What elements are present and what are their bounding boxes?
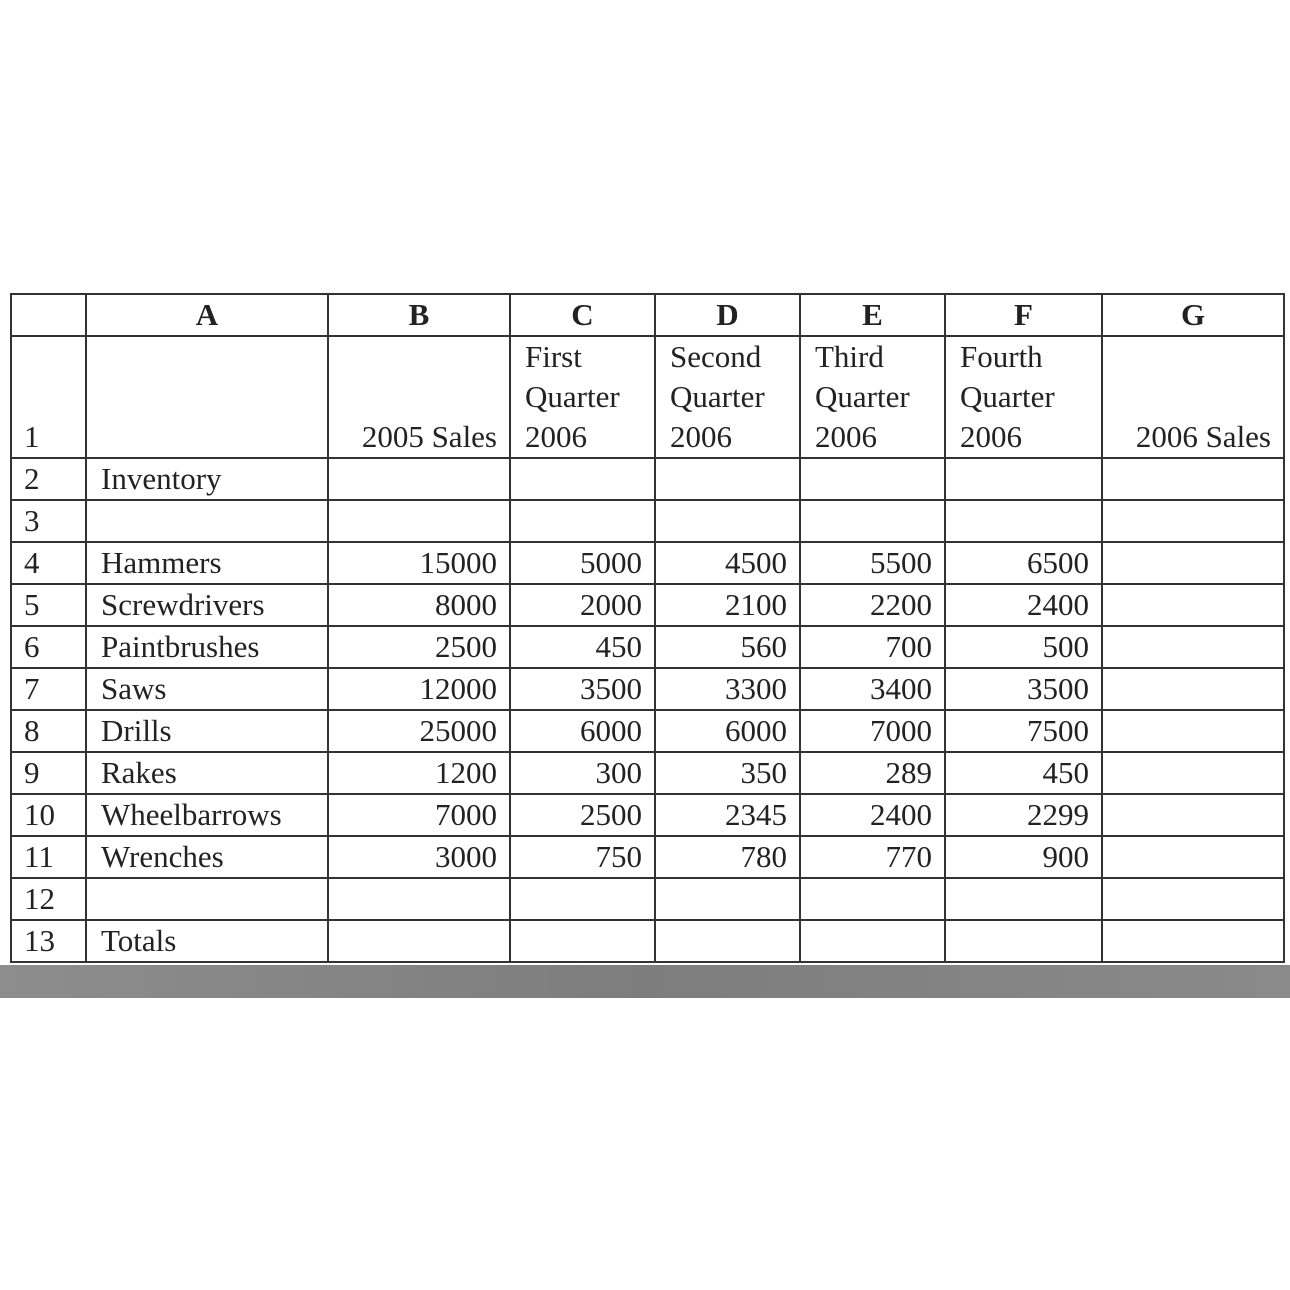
bottom-gray-bar: [0, 965, 1290, 998]
cell-d2[interactable]: [655, 458, 800, 500]
cell-line: 2006: [815, 419, 877, 454]
cell-a7[interactable]: Saws: [86, 668, 328, 710]
cell-g13[interactable]: [1102, 920, 1284, 962]
cell-line: 2006: [525, 419, 587, 454]
cell-f6[interactable]: 500: [945, 626, 1102, 668]
column-header-d[interactable]: D: [655, 294, 800, 336]
cell-d7[interactable]: 3300: [655, 668, 800, 710]
cell-f13[interactable]: [945, 920, 1102, 962]
column-header-row: [11, 294, 1284, 336]
cell-a12[interactable]: [86, 878, 328, 920]
cell-c2[interactable]: [510, 458, 655, 500]
cell-b12[interactable]: [328, 878, 510, 920]
cell-e2[interactable]: [800, 458, 945, 500]
column-header-e[interactable]: E: [800, 294, 945, 336]
cell-d10[interactable]: 2345: [655, 794, 800, 836]
cell-d1[interactable]: [655, 336, 800, 458]
row-number[interactable]: 7: [11, 668, 86, 710]
cell-a11[interactable]: Wrenches: [86, 836, 328, 878]
cell-c7[interactable]: 3500: [510, 668, 655, 710]
column-header-b[interactable]: B: [328, 294, 510, 336]
cell-g11[interactable]: [1102, 836, 1284, 878]
cell-c1[interactable]: [510, 336, 655, 458]
cell-b1[interactable]: 2005 Sales: [328, 336, 510, 458]
cell-a1[interactable]: [86, 336, 328, 458]
column-header-g[interactable]: G: [1102, 294, 1284, 336]
row-number[interactable]: 2: [11, 458, 86, 500]
cell-f11[interactable]: 900: [945, 836, 1102, 878]
cell-b3[interactable]: [328, 500, 510, 542]
table-row: [11, 458, 1284, 500]
table-row: [11, 668, 1284, 710]
cell-line: First: [525, 339, 582, 374]
cell-e5[interactable]: 2200: [800, 584, 945, 626]
row-number[interactable]: 11: [11, 836, 86, 878]
table-row: [11, 626, 1284, 668]
cell-f12[interactable]: [945, 878, 1102, 920]
row-number[interactable]: 10: [11, 794, 86, 836]
column-header-f[interactable]: F: [945, 294, 1102, 336]
row-number[interactable]: 3: [11, 500, 86, 542]
cell-line: Quarter: [815, 379, 910, 414]
cell-e10[interactable]: 2400: [800, 794, 945, 836]
cell-c8[interactable]: 6000: [510, 710, 655, 752]
table-row: [11, 878, 1284, 920]
table-row: [11, 500, 1284, 542]
cell-f2[interactable]: [945, 458, 1102, 500]
column-header-c[interactable]: C: [510, 294, 655, 336]
table-row: [11, 836, 1284, 878]
cell-d8[interactable]: 6000: [655, 710, 800, 752]
cell-a3[interactable]: [86, 500, 328, 542]
cell-b9[interactable]: 1200: [328, 752, 510, 794]
table-row: [11, 542, 1284, 584]
cell-e4[interactable]: 5500: [800, 542, 945, 584]
cell-e7[interactable]: 3400: [800, 668, 945, 710]
cell-f10[interactable]: 2299: [945, 794, 1102, 836]
cell-g5[interactable]: [1102, 584, 1284, 626]
cell-line: Quarter: [670, 379, 765, 414]
spreadsheet-table: [10, 293, 1285, 963]
cell-line: Second: [670, 339, 762, 374]
cell-line: 2006: [670, 419, 732, 454]
cell-line: Quarter: [960, 379, 1055, 414]
cell-e11[interactable]: 770: [800, 836, 945, 878]
cell-g6[interactable]: [1102, 626, 1284, 668]
table-row: [11, 794, 1284, 836]
cell-a2[interactable]: Inventory: [86, 458, 328, 500]
cell-e1[interactable]: [800, 336, 945, 458]
table-row: [11, 584, 1284, 626]
cell-b8[interactable]: 25000: [328, 710, 510, 752]
table-row: [11, 920, 1284, 962]
cell-d11[interactable]: 780: [655, 836, 800, 878]
cell-b10[interactable]: 7000: [328, 794, 510, 836]
cell-c4[interactable]: 5000: [510, 542, 655, 584]
cell-c9[interactable]: 300: [510, 752, 655, 794]
cell-d12[interactable]: [655, 878, 800, 920]
cell-f1[interactable]: [945, 336, 1102, 458]
cell-c5[interactable]: 2000: [510, 584, 655, 626]
row-number[interactable]: 4: [11, 542, 86, 584]
row-number[interactable]: 8: [11, 710, 86, 752]
cell-c13[interactable]: [510, 920, 655, 962]
cell-b5[interactable]: 8000: [328, 584, 510, 626]
cell-a5[interactable]: Screwdrivers: [86, 584, 328, 626]
cell-line: Fourth: [960, 339, 1043, 374]
cell-f5[interactable]: 2400: [945, 584, 1102, 626]
row-number[interactable]: 12: [11, 878, 86, 920]
cell-a4[interactable]: Hammers: [86, 542, 328, 584]
row-number[interactable]: 1: [11, 336, 86, 458]
cell-e13[interactable]: [800, 920, 945, 962]
cell-g10[interactable]: [1102, 794, 1284, 836]
cell-c10[interactable]: 2500: [510, 794, 655, 836]
cell-b4[interactable]: 15000: [328, 542, 510, 584]
table-row: [11, 752, 1284, 794]
row-number[interactable]: 13: [11, 920, 86, 962]
cell-f4[interactable]: 6500: [945, 542, 1102, 584]
cell-g12[interactable]: [1102, 878, 1284, 920]
cell-c3[interactable]: [510, 500, 655, 542]
cell-g3[interactable]: [1102, 500, 1284, 542]
cell-f9[interactable]: 450: [945, 752, 1102, 794]
cell-a8[interactable]: Drills: [86, 710, 328, 752]
cell-g9[interactable]: [1102, 752, 1284, 794]
cell-a6[interactable]: Paintbrushes: [86, 626, 328, 668]
cell-e9[interactable]: 289: [800, 752, 945, 794]
cell-line: 2006: [960, 419, 1022, 454]
cell-a13[interactable]: Totals: [86, 920, 328, 962]
cell-b7[interactable]: 12000: [328, 668, 510, 710]
table-row: [11, 710, 1284, 752]
cell-b11[interactable]: 3000: [328, 836, 510, 878]
cell-c11[interactable]: 750: [510, 836, 655, 878]
cell-b13[interactable]: [328, 920, 510, 962]
cell-f3[interactable]: [945, 500, 1102, 542]
cell-line: Third: [815, 339, 884, 374]
cell-d13[interactable]: [655, 920, 800, 962]
cell-f8[interactable]: 7500: [945, 710, 1102, 752]
cell-a10[interactable]: Wheelbarrows: [86, 794, 328, 836]
cell-g4[interactable]: [1102, 542, 1284, 584]
cell-c6[interactable]: 450: [510, 626, 655, 668]
column-header-a[interactable]: A: [86, 294, 328, 336]
cell-e6[interactable]: 700: [800, 626, 945, 668]
cell-a9[interactable]: Rakes: [86, 752, 328, 794]
cell-b2[interactable]: [328, 458, 510, 500]
row-number[interactable]: 6: [11, 626, 86, 668]
cell-d6[interactable]: 560: [655, 626, 800, 668]
cell-e12[interactable]: [800, 878, 945, 920]
cell-f7[interactable]: 3500: [945, 668, 1102, 710]
row-number[interactable]: 5: [11, 584, 86, 626]
cell-g2[interactable]: [1102, 458, 1284, 500]
table-row: [11, 336, 1284, 458]
cell-line: Quarter: [525, 379, 620, 414]
cell-d5[interactable]: 2100: [655, 584, 800, 626]
cell-b6[interactable]: 2500: [328, 626, 510, 668]
cell-g7[interactable]: [1102, 668, 1284, 710]
cell-e8[interactable]: 7000: [800, 710, 945, 752]
cell-d4[interactable]: 4500: [655, 542, 800, 584]
cell-g1[interactable]: 2006 Sales: [1102, 336, 1284, 458]
cell-g8[interactable]: [1102, 710, 1284, 752]
cell-e3[interactable]: [800, 500, 945, 542]
cell-d9[interactable]: 350: [655, 752, 800, 794]
row-number[interactable]: 9: [11, 752, 86, 794]
corner-cell[interactable]: [11, 294, 86, 336]
cell-d3[interactable]: [655, 500, 800, 542]
cell-c12[interactable]: [510, 878, 655, 920]
